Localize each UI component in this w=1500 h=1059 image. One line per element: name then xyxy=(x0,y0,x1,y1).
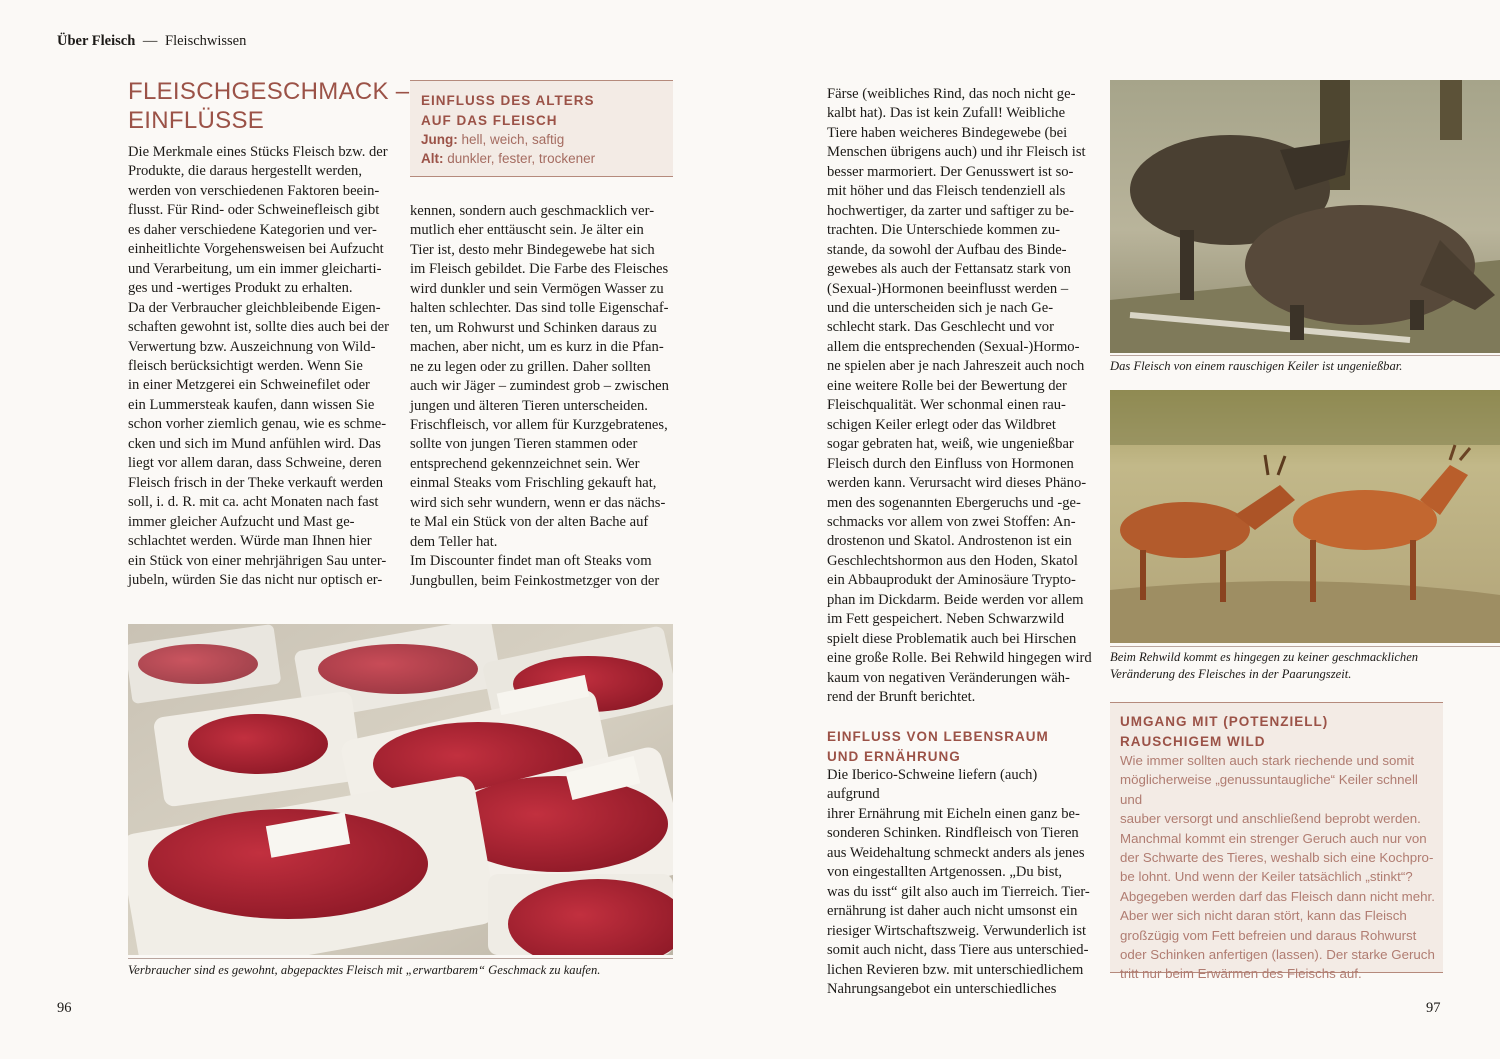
running-head-separator: — xyxy=(142,33,158,49)
meat-caption-rule xyxy=(128,958,673,959)
page-number-right: 97 xyxy=(1426,1000,1441,1016)
running-head xyxy=(57,33,246,50)
left-column-1-text: Die Merkmale eines Stücks Fleisch bzw. der Produkte, die daraus hergestellt werden, werden von verschiedenen Faktoren beein- flusst. Für Rind- oder Schweinefleisch gibt es daher verschiedene Kategorien und ver- einheitlichte Vorgehensweisen bei Aufzucht und Verarbeitung, um ein immer gleicharti- ges und -wertiges Produkt zu erhalten. Da der Verbraucher gleichbleibende Eigen- schaften gewohnt ist, sollte dies auch bei der Verwertung bzw. Auszeichnung von Wild- fleisch berücksichtigt werden. Wenn Sie in einer Metzgerei ein Schweinefilet oder ein Lummersteak kaufen, dann wissen Sie schon vorher ziemlich genau, wie es schme- cken und sich im Mund anfühlen wird. Das liegt vor allem daran, dass Schweine, deren Fleisch frisch in der Theke verkauft werden soll, i. d. R. mit ca. acht Monaten nach fast immer gleicher Aufzucht und Mast ge- schlachtet werden. Würde man Ihnen hier ein Stück von einer mehrjährigen Sau unter- jubeln, würden Sie das nicht nur optisch er- xyxy=(128,144,389,588)
old-label: Alt: xyxy=(421,151,444,167)
right-column-1-text: Färse (weibliches Rind, das noch nicht ge- kalbt hat). Das ist kein Zufall! Weibliche Tiere haben weicheres Bindegewebe (bei Menschen übrigens auch) und ihr Fleisch ist besser marmoriert. Der Genusswert ist so- mit höher und das Fleisch tendenziell als hochwertiger, da zarter und saftiger zu be- trachten. Die Unterschiede kommen zu- stande, da sowohl der Aufbau des Binde- gewebes als auch der Fettansatz stark von (Sexual-)Hormonen beeinflusst werden – und die unterscheiden sich je nach Ge- schlecht stark. Das Geschlecht und vor allem die entsprechenden (Sexual-)Hormo- ne spielen aber je nach Jahreszeit auch noch eine weitere Rolle bei der Bewertung der Fleischqualität. Wer schonmal einen rau- schigen Keiler erlegt oder das Wildbret sogar gebraten hat, weiß, wie ungenießbar Fleisch durch den Einfluss von Hormonen werden kann. Verursacht wird dieses Phäno- men des sogenannten Ebergeruchs und -ge- schmacks vor allem von zwei Stoffen: An- drostenon und Skatol. Androstenon ist ein Geschlechtshormon aus den Hoden, Skatol ein Abbauprodukt der Aminosäure Trypto- phan im Dickdarm. Beide werden vor allem im Fett gespeichert. Neben Schwarzwild spielt diese Problematik auch bei Hirschen eine große Rolle. Bei Rehwild hingegen wird kaum von negativen Veränderungen wäh- rend der Brunft berichtet. xyxy=(827,86,1092,706)
meat-photo-caption: Verbraucher sind es gewohnt, abgepacktes Fleisch mit „erwartbarem“ Geschmack zu kaufen. xyxy=(128,963,601,977)
wild-boar-photo xyxy=(1110,80,1500,353)
age-info-box xyxy=(410,80,673,177)
rut-box-title: UMGANG MIT (POTENZIELL) RAUSCHIGEM WILD xyxy=(1120,714,1329,749)
age-box-young xyxy=(421,130,673,149)
page-number-left: 96 xyxy=(57,1000,72,1016)
deer-photo-caption: Beim Rehwild kommt es hingegen zu keiner geschmacklichen Veränderung des Fleisches in der Paarungszeit. xyxy=(1110,650,1419,681)
age-box-old xyxy=(421,149,673,168)
boar-photo-caption: Das Fleisch von einem rauschigen Keiler ist ungenießbar. xyxy=(1110,359,1403,373)
packaged-meat-photo xyxy=(128,624,673,955)
boar-caption-rule xyxy=(1110,355,1500,356)
running-head-section: Über Fleisch xyxy=(57,33,136,49)
page-title: FLEISCHGESCHMACK – EINFLÜSSE xyxy=(128,78,410,134)
running-head-subsection: Fleischwissen xyxy=(165,33,247,49)
rut-box-text: Wie immer sollten auch stark riechende und somit möglicherweise „genussuntaugliche“ Keiler schnell und sauber versorgt und anschließend beprobt werden. Manchmal kommt ein strenger Geruch auch nur von der Schwarte des Tieres, weshalb sich eine Kochpro- be lohnt. Und wenn der Keiler tatsächlich „stinkt“? Abgegeben werden darf das Fleisch dann nicht mehr. Aber wer sich nicht daran stört, kann das Fleisch großzügig vom Fett befreien und daraus Rohwurst oder Schinken anfertigen (lassen). Der starke Geruch tritt nur beim Erwärmen des Fleischs auf. xyxy=(1120,753,1435,982)
young-label: Jung: xyxy=(421,132,458,147)
old-text: dunkler, fester, trockener xyxy=(447,151,596,167)
rutting-game-info-box xyxy=(1110,702,1443,982)
young-text: hell, weich, saftig xyxy=(461,132,565,147)
roe-deer-photo xyxy=(1110,390,1500,643)
habitat-heading: EINFLUSS VON LEBENSRAUM UND ERNÄHRUNG xyxy=(827,729,1049,764)
left-column-2-text: kennen, sondern auch geschmacklich ver- mutlich eher enttäuscht sein. Je älter ein Tier ist, desto mehr Bindegewebe hat sich im Fleisch gebildet. Die Farbe des Fleisches wird dunkler und sein Vermögen Wasser zu halten schlechter. Das sind tolle Eigenschaf- ten, um Rohwurst und Schinken daraus zu machen, aber nicht, um es kurz in die Pfan- ne zu legen oder zu grillen. Daher sollten auch wir Jäger – zumindest grob – zwischen jungen und älteren Tieren unterscheiden. Frischfleisch, vor allem für Kurzgebratenes, sollte von jungen Tieren stammen oder entsprechend gekennzeichnet sein. Wer einmal Steaks vom Frischling gekauft hat, wird sich sehr wundern, wenn er das nächs- te Mal ein Stück von der alten Bache auf dem Teller hat. Im Discounter findet man oft Steaks vom Jungbullen, beim Feinkostmetzger von der xyxy=(410,203,669,589)
age-box-title: EINFLUSS DES ALTERS AUF DAS FLEISCH xyxy=(421,93,595,128)
habitat-text: Die Iberico-Schweine liefern (auch) aufgrund ihrer Ernährung mit Eicheln einen ganz be- sonderen Schinken. Rindfleisch von Tieren aus Weidehaltung schmeckt anders als jenes von eingestallten Artgenossen. „Du bist, was du isst“ gilt also auch im Tierreich. Tier- ernährung ist daher auch nicht umsonst ein riesiger Wirtschaftszweig. Verwunderlich ist somit auch nicht, dass Tiere aus unterschied- lichen Revieren bzw. mit unterschiedlichem Nahrungsangebot ein unterschiedliches xyxy=(827,767,1090,997)
deer-caption-rule xyxy=(1110,646,1500,647)
